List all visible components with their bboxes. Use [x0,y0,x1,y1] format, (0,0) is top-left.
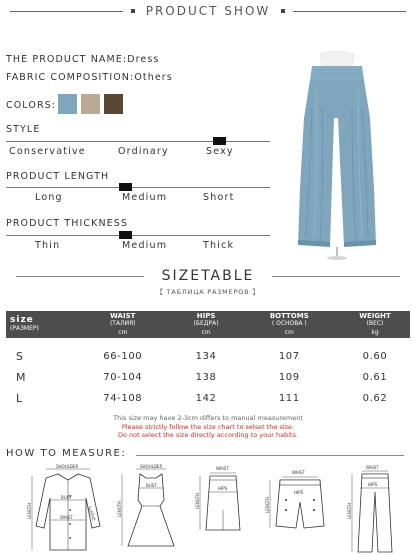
weight-cell: 0.62 [362,393,388,404]
dress-measure-diagram [116,466,186,554]
size-cell: M [16,371,27,384]
header-bottoms [239,311,340,338]
dress-bust-label: BUST [146,483,157,488]
length-option-short: Short [203,192,235,203]
header-weight [340,311,410,338]
waist-cell: 70-104 [103,372,143,383]
shorts-waist-label: WAIST [292,470,305,475]
header-waist-main: WAIST [110,311,136,320]
length-option-long: Long [35,192,63,203]
sizetable-subtitle: 【 ТАБЛИЦА РАЗМЕРОВ 】 [156,288,260,296]
table-row [6,346,410,367]
style-scale [6,141,270,142]
colors-label: COLORS: [6,100,57,111]
shorts-hips-label: HIPS [294,490,304,495]
pants-waist-label: WAIST [366,465,379,470]
color-swatch-brown[interactable] [104,94,123,114]
style-label: STYLE [6,124,41,135]
pants-length-label: LENGTH [347,502,352,519]
header-waist-unit: cm [118,328,128,336]
bottoms-cell: 111 [278,393,300,404]
header-weight-main: WEIGHT [359,311,391,320]
pants-hips-label: HIPS [368,482,378,487]
header-waist [72,311,174,338]
size-warning-2: Do not select the size directly according to your habits. [117,431,299,439]
color-swatch-beige[interactable] [81,94,100,114]
product-name: THE PRODUCT NAME:Dress [6,54,160,65]
fabric-composition [6,72,173,83]
header-dot-right [281,9,285,13]
table-row [6,388,410,409]
header-line-right [293,11,406,12]
shorts-measure-diagram [264,466,336,554]
waist-cell: 66-100 [103,351,143,362]
measure-line [136,455,404,456]
header-size-main: size [10,315,34,325]
sizetable-line-right [272,276,400,277]
size-table [6,311,410,409]
shirt-measure-diagram [28,466,108,554]
dress-length-label: LENGTH [117,500,122,517]
pants-measure-diagram [346,466,408,554]
size-note: This size may have 2-3cm differs to manual measurement [113,414,303,422]
thickness-option-thick: Thick [203,240,235,251]
hips-cell: 138 [195,372,217,383]
header-size [6,311,72,338]
hips-cell: 142 [195,393,217,404]
size-cell: L [16,392,23,405]
thickness-option-thin: Thin [35,240,61,251]
style-indicator [213,137,226,145]
length-indicator [119,183,132,191]
header-hips [174,311,239,338]
header-hips-unit: cm [201,328,211,336]
length-option-medium: Medium [122,192,168,203]
weight-cell: 0.60 [362,351,388,362]
skirt-waist-label: WAIST [216,466,229,471]
header-bottoms-main: BOTTOMS [269,311,309,320]
header-bottoms-sub: ( ОСНОВА ) [271,320,307,328]
thickness-indicator [119,231,132,239]
size-table-header-row [6,311,410,338]
fabric-value: Others [134,72,173,83]
style-option-conservative: Conservative [9,146,86,157]
header-hips-sub: (БЕДРА) [193,320,219,328]
shorts-length-label: LENGTH [265,496,270,513]
product-photo [272,48,402,262]
header-bottoms-unit: cm [284,328,294,336]
dress-shoulder-label: SHOULDER [140,464,163,469]
skirt-hips-label: HIPS [218,486,228,491]
table-row [6,367,410,388]
thickness-scale [6,235,270,236]
shoulder-label: SHOULDER [56,464,79,469]
header-weight-sub: (ВЕС) [366,320,384,328]
color-swatch-blue[interactable] [58,94,77,114]
bottoms-cell: 107 [278,351,300,362]
bottoms-cell: 109 [278,372,300,383]
header-hips-main: HIPS [196,311,216,320]
length-label-1: LENGTH [27,502,32,519]
sleeve-label: SLEEVE [86,505,97,522]
measure-title: HOW TO MEASURE: [6,448,127,459]
size-cell: S [16,350,24,363]
skirt-measure-diagram [196,466,250,554]
bust-label: BUST [61,495,72,500]
length-label: PRODUCT LENGTH [6,171,110,182]
length-scale [6,187,270,188]
style-option-sexy: Sexy [206,146,234,157]
thickness-label: PRODUCT THICKNESS [6,218,129,229]
hips-cell: 134 [195,351,217,362]
header-weight-unit: kg [371,328,379,336]
header-waist-sub: (ТАЛИЯ) [109,320,136,328]
header-size-sub: (РАЗМЕР) [10,324,39,332]
waist-label: WAIST [60,515,73,520]
fabric-label: FABRIC COMPOSITION: [6,72,135,83]
size-warning-1: Please strictly follow the size chart to selset the size. [121,423,295,431]
waist-cell: 74-108 [103,393,143,404]
sizetable-title: SIZETABLE [161,268,255,284]
thickness-option-medium: Medium [122,240,168,251]
style-option-ordinary: Ordinary [118,146,169,157]
skirt-length-label: LENGTH [195,492,200,509]
weight-cell: 0.61 [362,372,388,383]
page-title: PRODUCT SHOW [145,4,271,18]
